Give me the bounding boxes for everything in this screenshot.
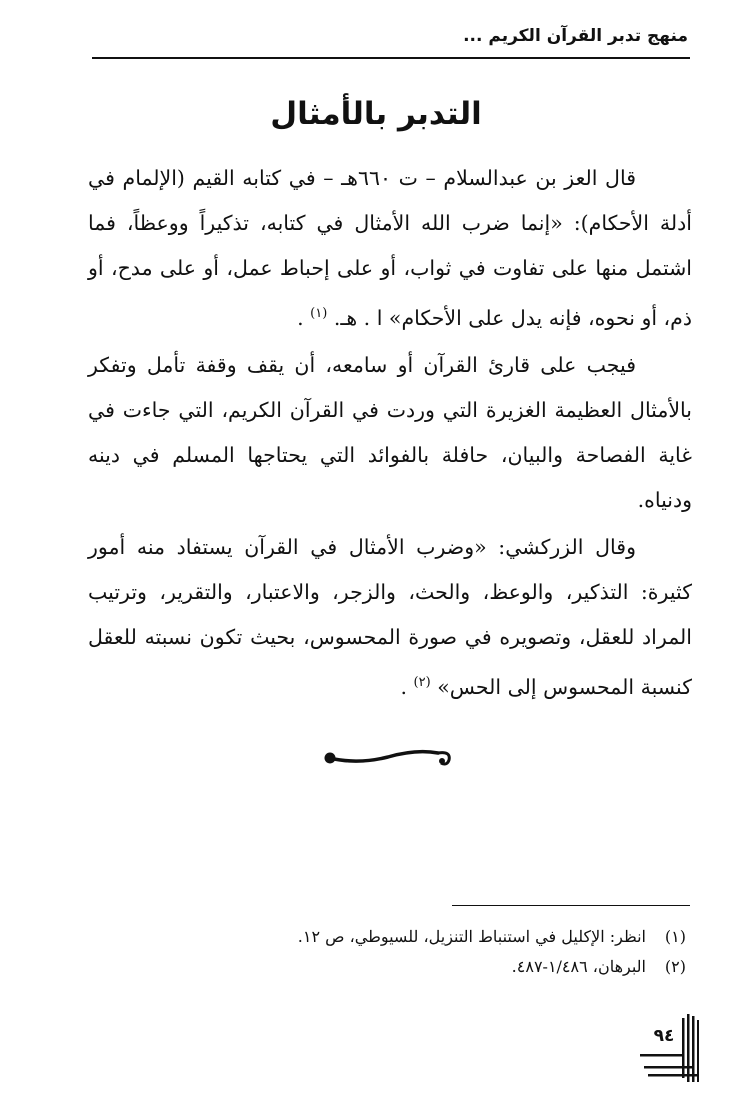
- footnote-2: [166, 952, 686, 982]
- paragraph-1-text: قال العز بن عبدالسلام – ت ٦٦٠هـ – في كتابه القيم (الإلمام في أدلة الأحكام): «إنما ضرب الله الأمثال في كتابه، تذكيراً ووعظاً، فما اشتمل منها على تفاوت في ثواب، أو على إحباط عمل، أو على مدح، أو ذم، أو نحوه، فإنه يدل على الأحكام» ا . هـ.: [88, 166, 692, 330]
- paragraph-2-text: فيجب على قارئ القرآن أو سامعه، أن يقف وقفة تأمل وتفكر بالأمثال العظيمة الغزيرة التي وردت في القرآن الكريم، التي جاءت في غاية الفصاحة والبيان، حافلة بالفوائد التي يحتاجها المسلم في دينه ودنياه.: [88, 353, 692, 512]
- paragraph-3-tail: .: [400, 675, 408, 699]
- paragraph-3-text: وقال الزركشي: «وضرب الأمثال في القرآن يستفاد منه أمور كثيرة: التذكير، والوعظ، والحث، والزجر، والاعتبار، والتقرير، وترتيب المراد للعقل، وتصويره في صورة المحسوس، بحيث تكون نسبته للعقل كنسبة المحسوس إلى الحس»: [88, 535, 692, 699]
- paragraph-3: [88, 525, 692, 710]
- footnote-rule: [452, 905, 690, 906]
- footnote-ref-1[interactable]: (١): [310, 306, 328, 321]
- footnote-2-text: البرهان، ١/٤٨٦-٤٨٧.: [511, 957, 646, 976]
- footnote-1-number: (١): [664, 927, 686, 946]
- body-text: [88, 156, 692, 710]
- footnote-1-text: انظر: الإكليل في استنباط التنزيل، للسيوطي، ص ١٢.: [297, 927, 646, 946]
- paragraph-2: [88, 343, 692, 523]
- footnote-2-number: (٢): [664, 957, 686, 976]
- paragraph-1: [88, 156, 692, 341]
- flourish-divider-icon: [320, 740, 455, 770]
- page-corner-lines-icon: [640, 1014, 700, 1084]
- page-number: ٩٤: [653, 1026, 675, 1046]
- header-rule: [92, 57, 690, 59]
- footnote-1: [166, 922, 686, 952]
- footnotes: [166, 922, 686, 982]
- running-head: منهج تدبر القرآن الكريم ...: [463, 26, 688, 46]
- section-title: التدبر بالأمثال: [270, 96, 482, 132]
- paragraph-1-tail: .: [297, 306, 304, 330]
- footnote-ref-2[interactable]: (٢): [413, 675, 431, 690]
